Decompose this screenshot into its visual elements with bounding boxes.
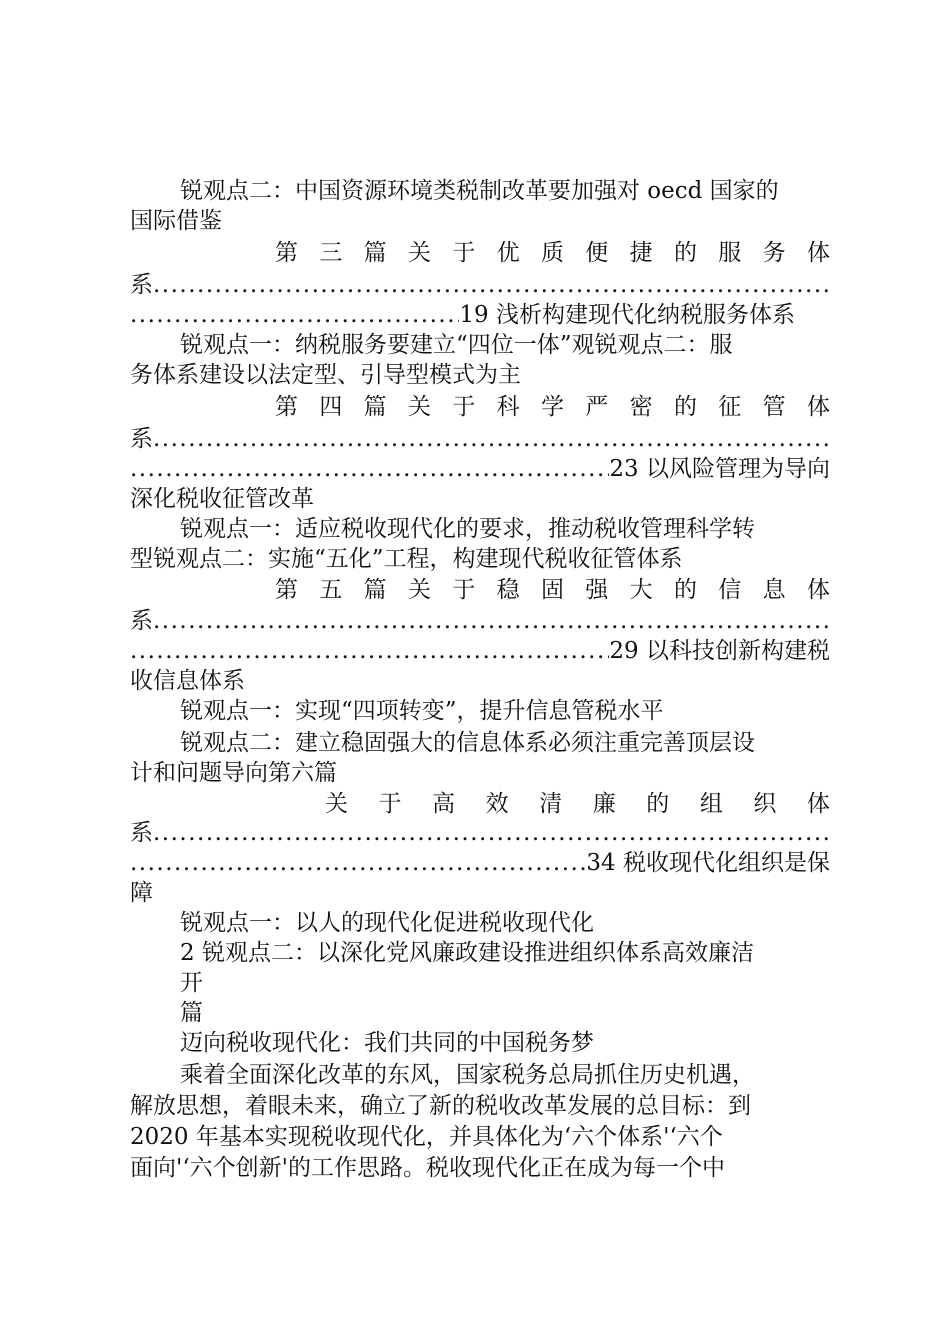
paragraph-line: 锐观点一：以人的现代化促进税收现代化 [180,910,594,936]
paragraph-line: 锐观点二：建立稳固强大的信息体系必须注重完善顶层设 [180,730,755,756]
toc-dot-leader: 系 ..... [130,606,830,636]
paragraph-line: 2020 年基本实现税收现代化，并具体化为‘六个体系'‘六个 [130,1124,723,1150]
paragraph-line: 障 [130,880,153,906]
paragraph-line: 计和问题导向第六篇 [130,760,337,786]
paragraph-line: 国际借鉴 [130,208,222,234]
paragraph-line: 深化税收征管改革 [130,486,314,512]
paragraph-line: 乘着全面深化改革的东风，国家税务总局抓住历史机遇， [180,1062,755,1088]
toc-heading-5: 第 五 篇 关 于 稳 固 强 大 的 信 息 体 [275,577,830,603]
toc-heading-6: 关 于 高 效 清 廉 的 组 织 体 [325,791,830,817]
toc-dot-leader: 系 ..... [130,424,830,454]
toc-entry-29: ..... 29 以科技创新构建税 [130,636,830,666]
section-title: 迈向税收现代化：我们共同的中国税务梦 [180,1030,594,1056]
paragraph-line: 开 [180,970,203,996]
paragraph-line: 锐观点一：实现“四项转变”，提升信息管税水平 [180,698,664,724]
paragraph-line: 解放思想，着眼未来，确立了新的税收改革发展的总目标：到 [130,1093,751,1119]
paragraph-line: 面向'‘六个创新'的工作思路。税收现代化正在成为每一个中 [130,1155,725,1181]
paragraph-line: 锐观点二：中国资源环境类税制改革要加强对 oecd 国家的 [180,178,779,204]
paragraph-line: 务体系建设以法定型、引导型模式为主 [130,362,521,388]
paragraph-line: 2 锐观点二：以深化党风廉政建设推进组织体系高效廉洁 [180,940,754,966]
paragraph-line: 篇 [180,1000,203,1026]
toc-dot-leader: 系 ..... [130,818,830,848]
paragraph-line: 锐观点一：纳税服务要建立“四位一体”观锐观点二：服 [180,332,733,358]
toc-entry-19: ..... 19 浅析构建现代化纳税服务体系 [130,300,795,330]
toc-heading-3: 第 三 篇 关 于 优 质 便 捷 的 服 务 体 [275,240,830,266]
paragraph-line: 收信息体系 [130,668,245,694]
paragraph-line: 型锐观点二：实施“五化”工程，构建现代税收征管体系 [130,546,683,572]
toc-entry-23: ..... 23 以风险管理为导向 [130,454,830,484]
toc-dot-leader: 系 ..... [130,270,830,300]
toc-heading-4: 第 四 篇 关 于 科 学 严 密 的 征 管 体 [275,394,830,420]
paragraph-line: 锐观点一：适应税收现代化的要求，推动税收管理科学转 [180,516,755,542]
toc-entry-34: ..... 34 税收现代化组织是保 [130,848,830,878]
